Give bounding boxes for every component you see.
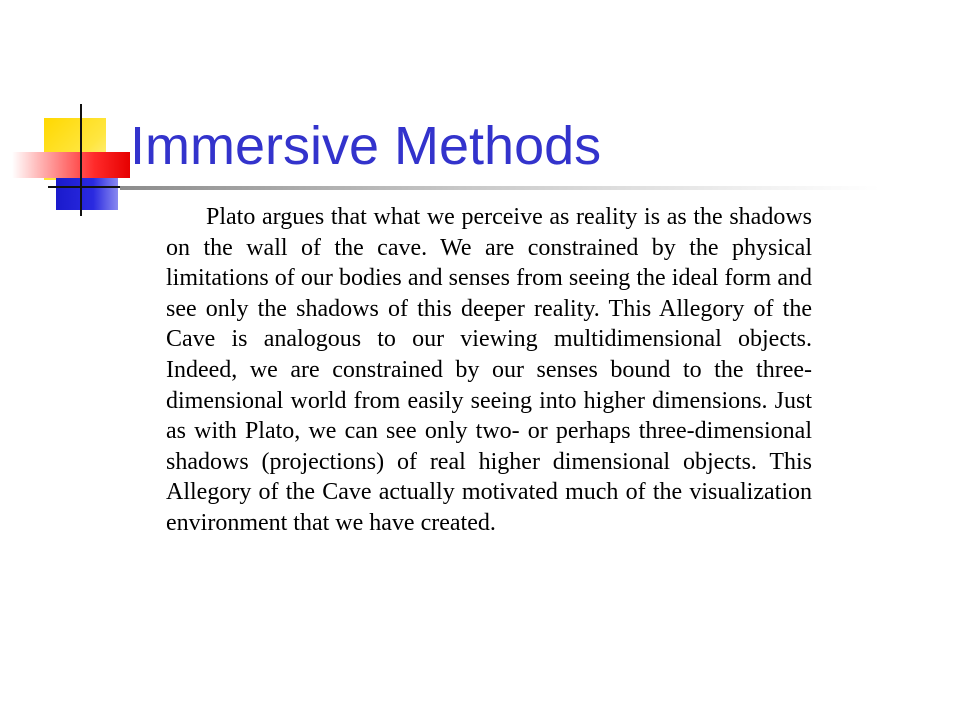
corner-logo-icon <box>0 0 140 230</box>
slide-title: Immersive Methods <box>130 116 602 176</box>
red-bar-shape <box>12 152 130 178</box>
title-underline <box>120 186 880 190</box>
vertical-line <box>80 104 82 216</box>
slide-body-text: Plato argues that what we perceive as reality is as the shadows on the wall of the cave. We are constrained by the physical limitations of our bodies and senses from seeing the ideal form and see only the shadows of this deeper reality. This Allegory of the Cave is analogous to our viewing multidimensional objects. Indeed, we are constrained by our senses bound to the three-dimensional world from easily seeing into higher dimensions. Just as with Plato, we can see only two- or perhaps three-dimensional shadows (projections) of real higher dimensional objects. This Allegory of the Cave actually motivated much of the visualization environment that we have created. <box>166 204 812 536</box>
